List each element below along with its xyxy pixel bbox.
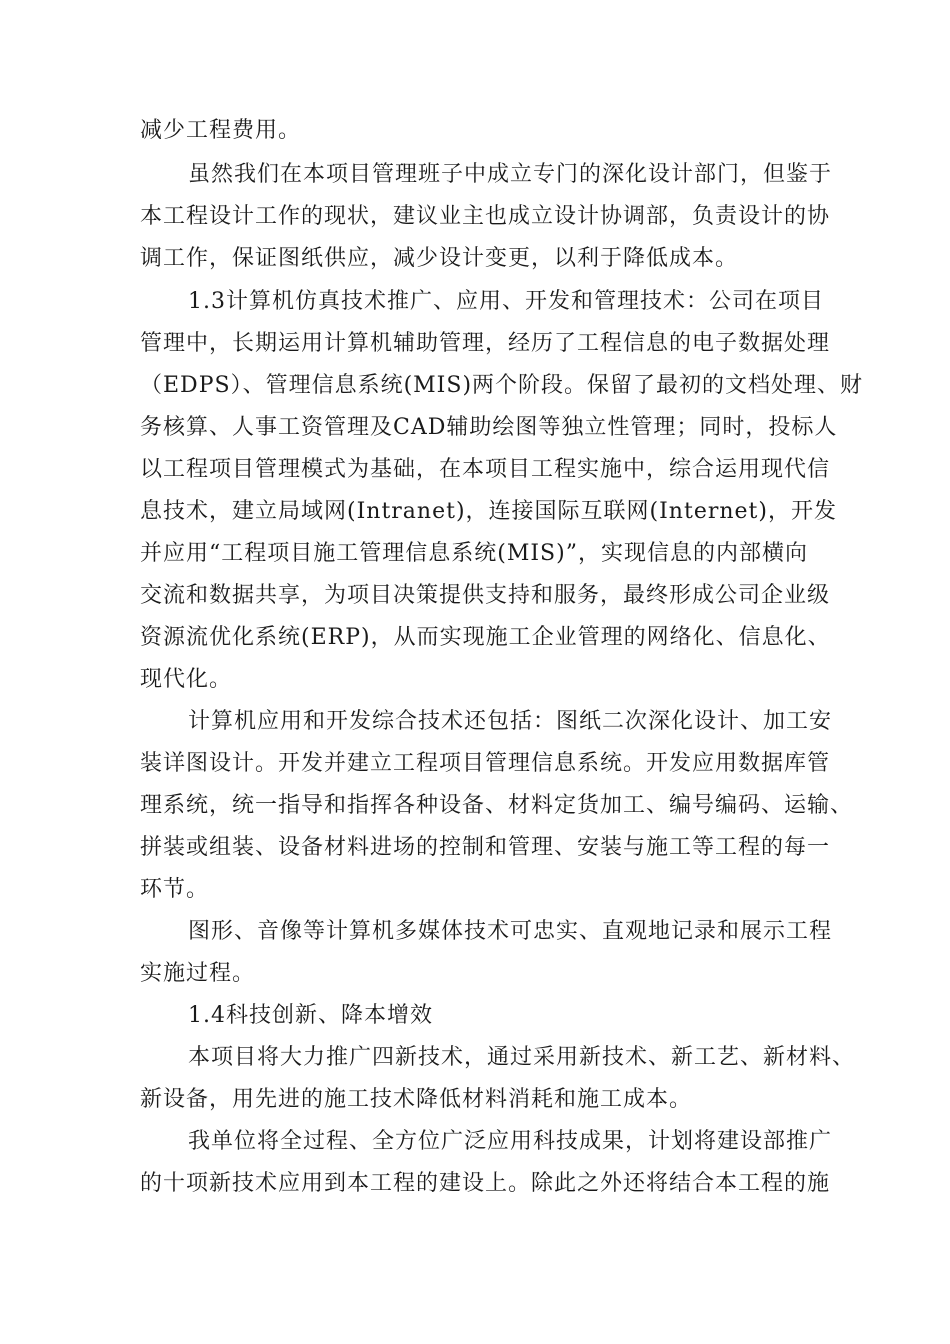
body-text-line: 务核算、人事工资管理及CAD辅助绘图等独立性管理；同时，投标人	[140, 415, 838, 440]
body-text-line: 本项目将大力推广四新技术，通过采用新技术、新工艺、新材料、	[188, 1045, 856, 1070]
body-text-line: 我单位将全过程、全方位广泛应用科技成果，计划将建设部推广	[188, 1129, 833, 1154]
body-text-line: 拼装或组装、设备材料进场的控制和管理、安装与施工等工程的每一	[140, 835, 831, 860]
body-text-line: 管理中，长期运用计算机辅助管理，经历了工程信息的电子数据处理	[140, 331, 831, 356]
body-text-line: 减少工程费用。	[140, 118, 302, 143]
body-text-line: 并应用“工程项目施工管理信息系统(MIS)”，实现信息的内部横向	[140, 541, 808, 566]
body-text-line: 环节。	[140, 877, 210, 902]
body-text-line: 图形、音像等计算机多媒体技术可忠实、直观地记录和展示工程	[188, 919, 833, 944]
body-text-line: 虽然我们在本项目管理班子中成立专门的深化设计部门，但鉴于	[188, 162, 833, 187]
body-text-line: 计算机应用和开发综合技术还包括：图纸二次深化设计、加工安	[188, 709, 833, 734]
body-text-line: 理系统，统一指导和指挥各种设备、材料定货加工、编号编码、运输、	[140, 793, 854, 818]
body-text-line: 本工程设计工作的现状，建议业主也成立设计协调部，负责设计的协	[140, 204, 831, 229]
section-heading: 1.4科技创新、降本增效	[188, 1003, 433, 1028]
body-text-line: 1.3计算机仿真技术推广、应用、开发和管理技术：公司在项目	[188, 289, 824, 314]
body-text-line: 资源流优化系统(ERP)，从而实现施工企业管理的网络化、信息化、	[140, 625, 831, 650]
body-text-line: 调工作，保证图纸供应，减少设计变更，以利于降低成本。	[140, 246, 739, 271]
body-text-line: 交流和数据共享，为项目决策提供支持和服务，最终形成公司企业级	[140, 583, 831, 608]
body-text-line: 现代化。	[140, 667, 233, 692]
body-text-line: 实施过程。	[140, 961, 256, 986]
body-text-line: 息技术，建立局域网(Intranet)，连接国际互联网(Internet)，开发	[140, 499, 837, 524]
body-text-line: 新设备，用先进的施工技术降低材料消耗和施工成本。	[140, 1087, 693, 1112]
body-text-line: 装详图设计。开发并建立工程项目管理信息系统。开发应用数据库管	[140, 751, 831, 776]
body-text-line: 的十项新技术应用到本工程的建设上。除此之外还将结合本工程的施	[140, 1171, 831, 1196]
body-text-line: （EDPS）、管理信息系统(MIS)两个阶段。保留了最初的文档处理、财	[140, 373, 864, 398]
body-text-line: 以工程项目管理模式为基础，在本项目工程实施中，综合运用现代信	[140, 457, 831, 482]
